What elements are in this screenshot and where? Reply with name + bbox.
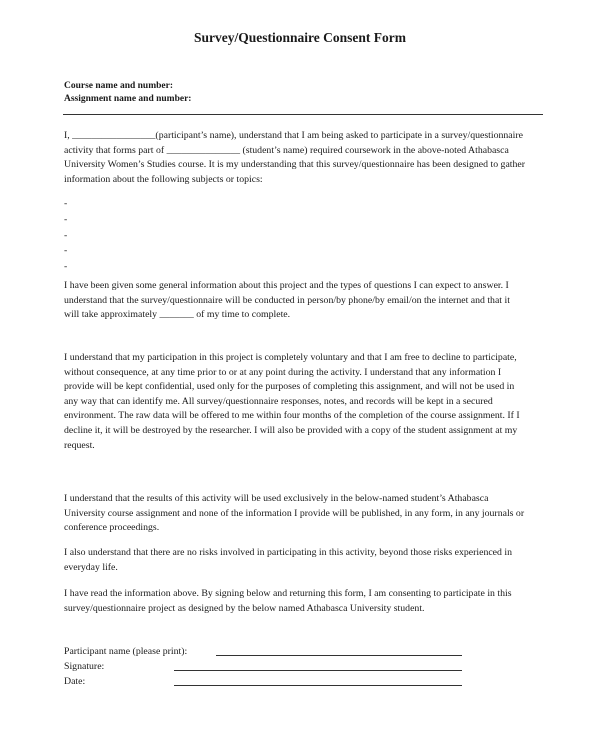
page-title: Survey/Questionnaire Consent Form — [194, 30, 406, 45]
date-label: Date: — [64, 676, 86, 687]
participant-name-label: Participant name (please print): — [64, 646, 188, 657]
risks-paragraph: I also understand that there are no risks involved in participating in this activity, beyond those risks experienced in everyday life. — [64, 547, 513, 573]
consent-paragraph: I have read the information above. By signing below and returning this form, I am consenting to participate in this survey/questionnaire project as designed by the below named Athabasca University student. — [64, 588, 512, 614]
results-paragraph: I understand that the results of this activity will be used exclusively in the below-named student’s Athabasca University course assignment and none of the information I provide will be published, in any form, in any journals or conference proceedings. — [64, 493, 525, 534]
topic-bullet: - — [64, 198, 68, 209]
assignment-label: Assignment name and number: — [64, 94, 192, 104]
participant-name-row[interactable] — [64, 645, 524, 659]
date-line[interactable] — [174, 685, 462, 686]
topic-bullet: - — [64, 213, 68, 225]
topic-bullet: - — [64, 261, 68, 273]
info-paragraph: I have been given some general information about this project and the types of questions I can expect to answer. I understand that the survey/questionnaire will be conducted in person/by phone/by email/on the internet and that it will take approximately _______ of my time to complete. — [64, 280, 510, 321]
intro-paragraph: I, _________________(participant’s name), understand that I am being asked to participate in a survey/questionnaire activity that forms part of _______________ (student’s name) required coursework in the above-noted Athabasca University Women’s Studies course. It is my understanding that this survey/questionnaire has been designed to gather information about the following subjects or topics: — [64, 130, 526, 185]
date-row[interactable] — [64, 675, 524, 689]
course-label: Course name and number: — [64, 81, 173, 91]
topics-list — [64, 196, 67, 275]
participant-name-line[interactable] — [216, 655, 462, 656]
voluntary-paragraph: I understand that my participation in this project is completely voluntary and that I am free to decline to participate, without consequence, at any time prior to or at any point during the activity. I understand that any information I provide will be kept confidential, used only for the purposes of completing this assignment, and will not be used in any way that can identify me. All survey/questionnaire responses, notes, and records will be kept in a secured environment. The raw data will be offered to me within four months of the completion of the course assignment. If I decline it, it will be destroyed by the researcher. I will also be provided with a copy of the student assignment at my request. — [64, 352, 520, 451]
signature-line[interactable] — [174, 670, 462, 671]
signature-row[interactable] — [64, 660, 524, 674]
signature-label: Signature: — [64, 661, 105, 672]
topic-bullet: - — [64, 245, 68, 257]
course-info-block — [64, 80, 191, 106]
header-divider — [63, 114, 543, 115]
topic-bullet: - — [64, 229, 68, 241]
